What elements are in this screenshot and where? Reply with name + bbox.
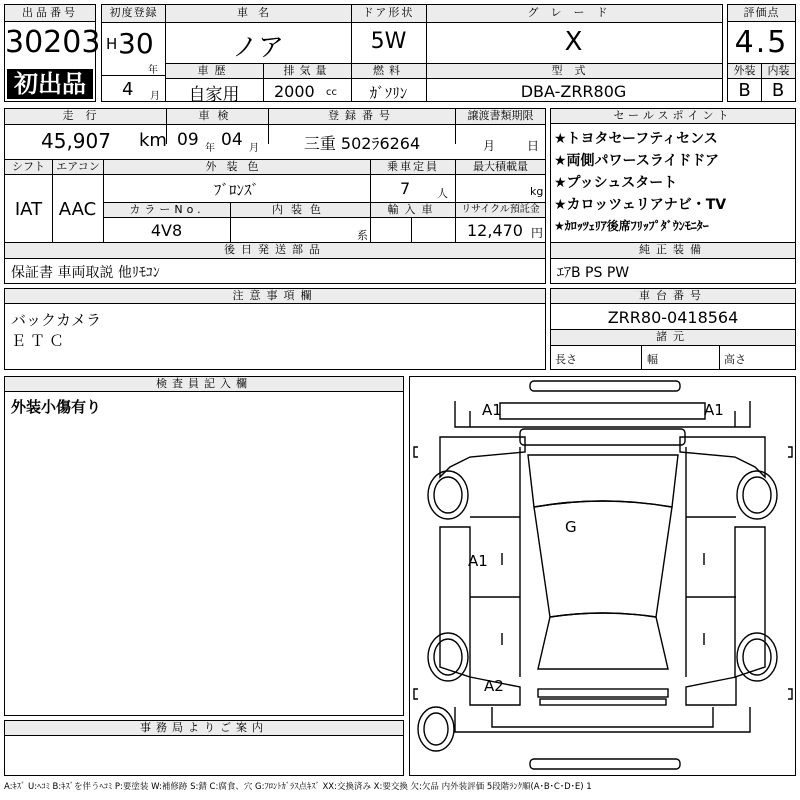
equipment-label: 純正装備 <box>551 243 795 258</box>
aircon-value: AAC <box>58 199 97 220</box>
inspector-label: 検査員記入欄 <box>5 377 403 392</box>
notes-line: ＥＴＣ <box>11 332 69 350</box>
sales-points-box <box>550 108 796 284</box>
first-listing-badge: 初出品 <box>7 69 93 99</box>
transfer-day-unit: 日 <box>527 139 540 153</box>
capacity-value: 7 <box>400 179 411 198</box>
lot-number: 30203 <box>5 25 101 60</box>
first-reg-era: H <box>106 35 118 53</box>
int-score-label: 内装 <box>762 64 795 78</box>
car-outline-svg <box>410 377 795 775</box>
first-reg-label: 初度登録 <box>102 5 165 22</box>
displacement-label: 排気量 <box>264 64 351 78</box>
transfer-label: 譲渡書類期限 <box>456 109 545 124</box>
color-no-label: カラーNo. <box>104 203 230 217</box>
sales-point-item: ★両側パワースライドドア <box>554 153 720 169</box>
inspector-box <box>4 376 404 716</box>
spec-width-label: 幅 <box>647 353 658 366</box>
lot-box <box>4 4 101 102</box>
later-parts-value: 保証書 車両取説 他ﾘﾓｺﾝ <box>11 265 160 281</box>
shift-label: シフト <box>5 160 52 174</box>
car-damage-diagram <box>409 376 796 776</box>
mark-front-right: A1 <box>704 401 724 419</box>
specs-label: 諸元 <box>551 330 795 345</box>
first-reg-month-unit: 月 <box>150 91 160 102</box>
office-box <box>4 720 404 776</box>
first-reg-month: 4 <box>122 79 134 100</box>
aircon-label: エアコン <box>53 160 103 174</box>
sales-points-label: セールスポイント <box>551 109 795 124</box>
transfer-month-unit: 月 <box>483 139 496 153</box>
int-color-label: 内装色 <box>231 203 370 217</box>
fuel-label: 燃料 <box>352 64 426 78</box>
model-label: 型式 <box>427 64 722 78</box>
equipment-value: ｴｱB PS PW <box>557 265 630 281</box>
notes-box <box>4 288 546 370</box>
inspection-month-unit: 月 <box>249 143 259 154</box>
capacity-unit: 人 <box>437 187 448 200</box>
sales-point-item: ★カロッツェリアナビ・TV <box>554 197 727 213</box>
ext-score-value: B <box>738 80 751 101</box>
score-box <box>727 4 796 102</box>
recycle-label: リサイクル預託金 <box>456 203 545 217</box>
capacity-label: 乗車定員 <box>371 160 455 174</box>
chassis-label: 車台番号 <box>551 289 795 304</box>
car-name-value: ノア <box>231 33 284 63</box>
mileage-label: 走行 <box>5 109 166 124</box>
score-value: 4.5 <box>734 25 789 60</box>
detail-grid <box>4 108 546 284</box>
mark-front-left: A1 <box>482 401 502 419</box>
sales-point-item: ★トヨタセーフティセンス <box>554 131 718 147</box>
history-label: 車歴 <box>166 64 263 78</box>
office-label: 事務局よりご案内 <box>5 721 403 736</box>
spec-height-label: 高さ <box>724 353 746 366</box>
inspection-label: 車検 <box>167 109 268 124</box>
inspector-value: 外装小傷有り <box>11 398 102 416</box>
recycle-value: 12,470 <box>467 221 523 240</box>
registration-label: 登録番号 <box>269 109 455 124</box>
inspection-year: 09 <box>177 130 199 150</box>
chassis-value: ZRR80-0418564 <box>607 308 739 327</box>
top-grid <box>101 4 723 105</box>
grade-value: X <box>564 27 583 57</box>
lot-label: 出品番号 <box>5 5 95 22</box>
ext-color-value: ﾌﾞﾛﾝｽﾞ <box>213 181 259 199</box>
inspection-month: 04 <box>221 130 243 150</box>
fuel-value: ｶﾞｿﾘﾝ <box>369 84 408 102</box>
first-reg-year: 30 <box>118 27 154 60</box>
car-name-label: 車名 <box>165 5 351 22</box>
import-label: 輸入車 <box>371 203 455 217</box>
mileage-value: 45,907 <box>41 129 111 153</box>
mileage-unit: km <box>139 130 167 151</box>
score-label: 評価点 <box>728 5 795 22</box>
registration-value: 三重 502ﾗ6264 <box>303 134 421 153</box>
history-value: 自家用 <box>188 85 240 105</box>
first-reg-year-unit: 年 <box>148 65 158 76</box>
model-value: DBA-ZRR80G <box>520 82 627 101</box>
later-parts-label: 後日発送部品 <box>5 243 545 258</box>
max-load-label: 最大積載量 <box>456 160 545 174</box>
mark-side: A1 <box>468 552 488 570</box>
inspection-year-unit: 年 <box>205 143 215 154</box>
mark-roof: G <box>565 518 577 536</box>
door-value: 5W <box>370 29 407 54</box>
grade-label: グレード <box>426 5 721 22</box>
ext-color-label: 外装色 <box>104 160 370 174</box>
spec-length-label: 長さ <box>555 353 577 366</box>
max-load-unit: kg <box>530 185 544 198</box>
recycle-unit: 円 <box>531 226 544 240</box>
color-no-value: 4V8 <box>150 221 183 240</box>
sales-point-item: ★プッシュスタート <box>554 175 678 191</box>
notes-line: バックカメラ <box>11 311 102 329</box>
notes-label: 注意事項欄 <box>5 289 545 304</box>
ext-score-label: 外装 <box>728 64 761 78</box>
chassis-box <box>550 288 796 370</box>
shift-value: IAT <box>14 199 43 220</box>
legend-text: A:ｷｽﾞ U:ﾍｺﾐ B:ｷｽﾞを伴うﾍｺﾐ P:要塗装 W:補修跡 S:錆 C:腐食、穴 G:ﾌﾛﾝﾄｶﾞﾗｽ点ｷｽﾞ XX:交換済み X:要交換 欠:欠品 内外装評価 5段階ﾗﾝｸ順(A･B･C･D･E) 1 <box>4 782 592 792</box>
int-color-unit: 系 <box>357 229 368 242</box>
sales-point-item: ★ｶﾛｯﾂｪﾘｱ後席ﾌﾘｯﾌﾟﾀﾞｳﾝﾓﾆﾀｰ <box>554 219 709 233</box>
door-label: ドア形状 <box>351 5 426 22</box>
displacement-value: 2000 <box>274 82 315 101</box>
mark-rear: A2 <box>484 677 504 695</box>
int-score-value: B <box>771 80 785 101</box>
displacement-unit: cc <box>326 87 337 98</box>
